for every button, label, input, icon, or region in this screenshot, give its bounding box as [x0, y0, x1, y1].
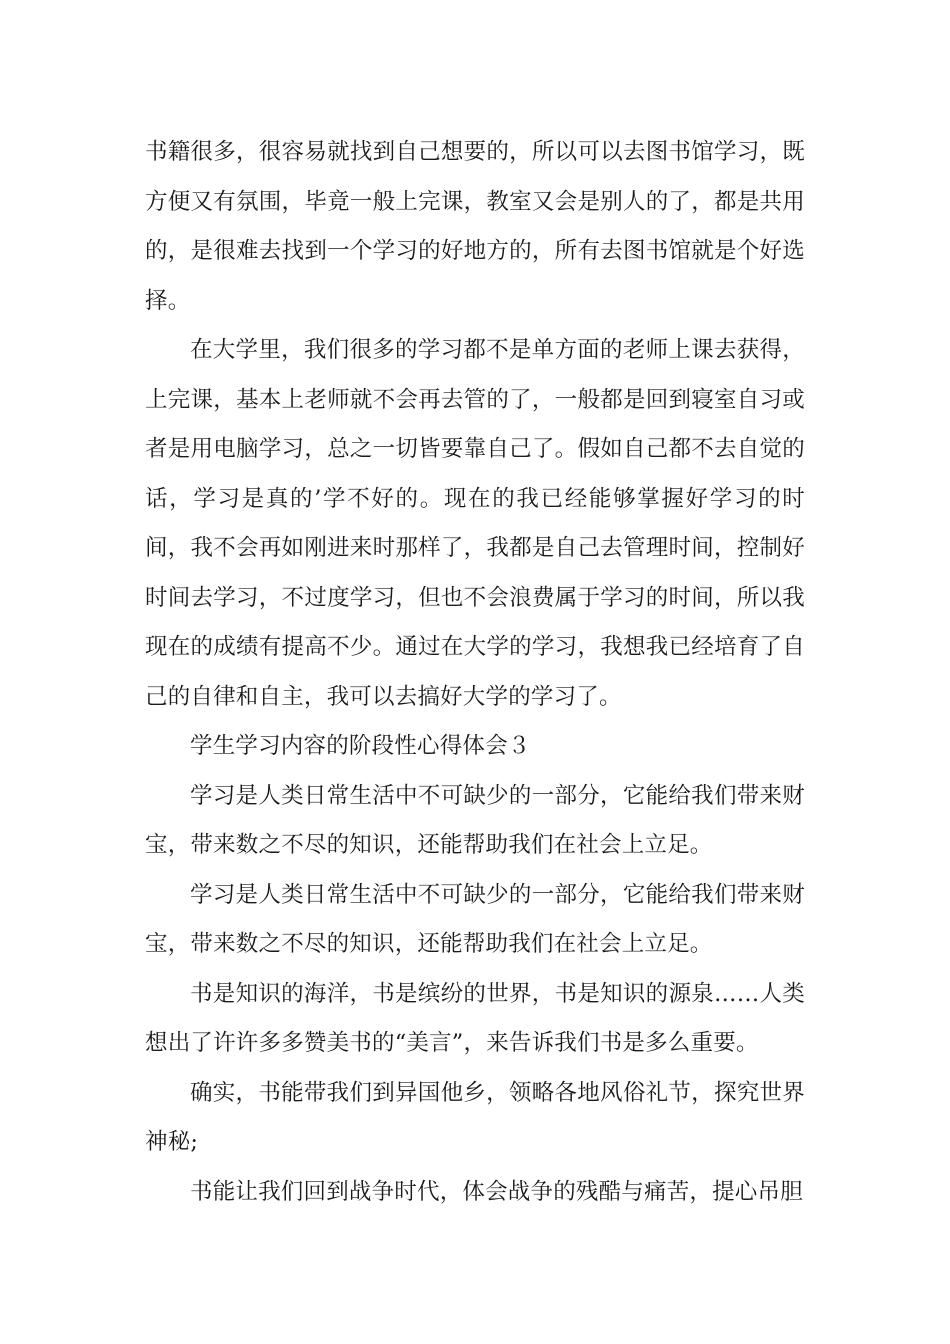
paragraph-books-ocean: 书是知识的海洋，书是缤纷的世界，书是知识的源泉……人类想出了许许多多赞美书的“美言”，来告诉我们书是多么重要。 — [145, 980, 805, 1056]
document-body — [145, 128, 805, 1217]
section-heading: 学生学习内容的阶段性心得体会３ — [190, 733, 531, 759]
paragraph-books-war: 书能让我们回到战争时代，体会战争的残酷与痛苦，提心吊胆 — [190, 1178, 803, 1205]
paragraph-books-travel: 确实，书能带我们到异国他乡，领略各地风俗礼节，探究世界神秘; — [145, 1079, 805, 1155]
paragraph-university-study: 在大学里，我们很多的学习都不是单方面的老师上课去获得，上完课，基本上老师就不会再去管的了，一般都是回到寝室自习或者是用电脑学习，总之一切皆要靠自己了。假如自己都不去自觉的话，学习是真的’学不好的。现在的我已经能够掌握好学习的时间，我不会再如刚进来时那样了，我都是自己去管理时间，控制好时间去学习，不过度学习，但也不会浪费属于学习的时间，所以我现在的成绩有提高不少。通过在大学的学习，我想我已经培育了自己的自律和自主，我可以去搞好大学的学习了。 — [145, 337, 805, 710]
paragraph-library-choice: 书籍很多，很容易就找到自己想要的，所以可以去图书馆学习，既方便又有氛围，毕竟一般上完课，教室又会是别人的了，都是共用的，是很难去找到一个学习的好地方的，所有去图书馆就是个好选择。 — [145, 139, 805, 314]
paragraph-learning-importance-2: 学习是人类日常生活中不可缺少的一部分，它能给我们带来财宝，带来数之不尽的知识，还能帮助我们在社会上立足。 — [145, 881, 805, 957]
paragraph-learning-importance-1: 学习是人类日常生活中不可缺少的一部分，它能给我们带来财宝，带来数之不尽的知识，还能帮助我们在社会上立足。 — [145, 782, 805, 858]
